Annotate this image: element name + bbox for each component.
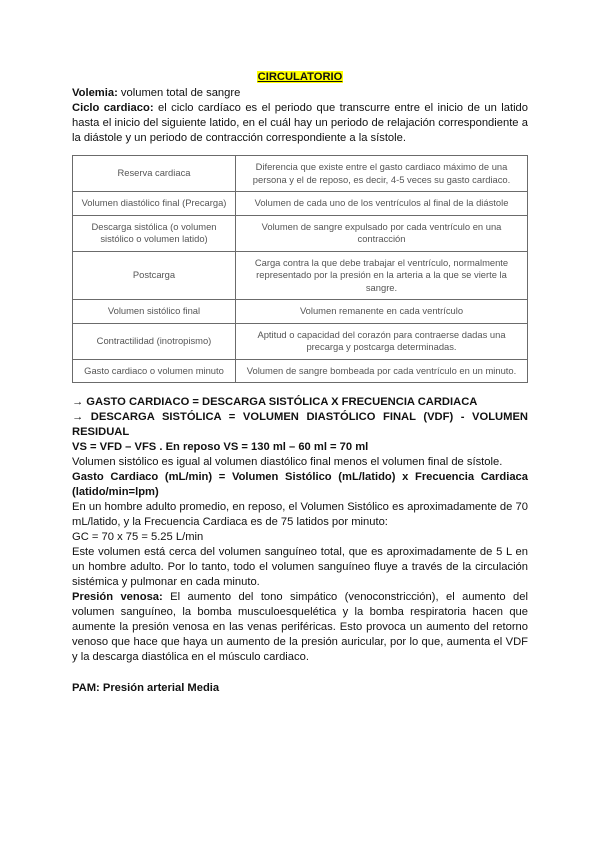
definitions-table	[72, 155, 528, 383]
table-row	[73, 156, 528, 192]
document-page	[72, 70, 528, 696]
pam-heading: PAM: Presión arterial Media	[72, 682, 220, 694]
term-cell: Contractilidad (inotropismo)	[73, 323, 236, 359]
adult-text: En un hombre adulto promedio, en reposo, el Volumen Sistólico es aproximadamente de 70 mL/latido, y la Frecuencia Cardiaca es de 75 latidos por minuto:	[72, 501, 528, 528]
vs-text: Volumen sistólico es igual al volumen diastólico final menos el volumen final de sístole.	[72, 456, 503, 468]
document-title: CIRCULATORIO	[257, 71, 343, 83]
formula-vs: VS = VFD – VFS . En reposo VS = 130 ml – 60 ml = 70 ml	[72, 441, 369, 453]
term-cell: Volumen sistólico final	[73, 300, 236, 324]
definition-cell: Aptitud o capacidad del corazón para contraerse dadas una precarga y postcarga determinadas.	[236, 323, 528, 359]
formula-descarga-sistolica: → DESCARGA SISTÓLICA = VOLUMEN DIASTÓLICO FINAL (VDF) - VOLUMEN RESIDUAL	[72, 411, 528, 438]
definition-cell: Diferencia que existe entre el gasto cardiaco máximo de una persona y el de reposo, es decir, 4-5 veces su gasto cardiaco.	[236, 156, 528, 192]
table-row	[73, 192, 528, 216]
table-row	[73, 300, 528, 324]
ciclo-paragraph: Ciclo cardiaco: el ciclo cardíaco es el periodo que transcurre entre el inicio de un latido hasta el inicio del siguiente latido, en el cuál hay un periodo de relajación correspondiente a la diástole y un periodo de contracción correspondiente a la sístole.	[72, 102, 529, 144]
table-row	[73, 251, 528, 300]
table-row	[73, 359, 528, 383]
definition-cell: Volumen de sangre expulsado por cada ventrículo en una contracción	[236, 215, 528, 251]
term-cell: Descarga sistólica (o volumen sistólico o volumen latido)	[73, 215, 236, 251]
gc-formula: Gasto Cardiaco (mL/min) = Volumen Sistólico (mL/latido) x Frecuencia Cardiaca (latido/min=lpm)	[72, 471, 528, 498]
definition-cell: Volumen remanente en cada ventrículo	[236, 300, 528, 324]
definition-cell: Carga contra la que debe trabajar el ventrículo, normalmente representado por la presión en la arteria a la que se vierte la sangre.	[236, 251, 528, 300]
table-row	[73, 323, 528, 359]
spacer	[72, 665, 528, 681]
definition-cell: Volumen de sangre bombeada por cada ventrículo en un minuto.	[236, 359, 528, 383]
formula-gasto-cardiaco: → GASTO CARDIACO = DESCARGA SISTÓLICA X FRECUENCIA CARDIACA	[72, 396, 478, 408]
presion-paragraph: Presión venosa: El aumento del tono simpático (venoconstricción), el aumento del volumen sanguíneo, la bomba musculoesquelética y la bomba respiratoria hacen que aumente la presión venosa en las venas periféricas. Esto provoca un aumento del retorno venoso que hace que haya un aumento de la presión auricular, por lo que, aumenta el VDF y la descarga diastólica en el músculo cardiaco.	[72, 591, 528, 663]
term-cell: Reserva cardiaca	[73, 156, 236, 192]
volemia-paragraph: Volemia: volumen total de sangre	[72, 87, 241, 99]
definition-cell: Volumen de cada uno de los ventrículos al final de la diástole	[236, 192, 528, 216]
volume-text: Este volumen está cerca del volumen sanguíneo total, que es aproximadamente de 5 L en un hombre adulto. Por lo tanto, todo el volumen sanguíneo fluye a través de la circulación sistémica y pulmonar en cada minuto.	[72, 546, 528, 588]
term-cell: Gasto cardiaco o volumen minuto	[73, 359, 236, 383]
term-cell: Postcarga	[73, 251, 236, 300]
gc-calc: GC = 70 x 75 = 5.25 L/min	[72, 531, 204, 543]
term-cell: Volumen diastólico final (Precarga)	[73, 192, 236, 216]
table-row	[73, 215, 528, 251]
